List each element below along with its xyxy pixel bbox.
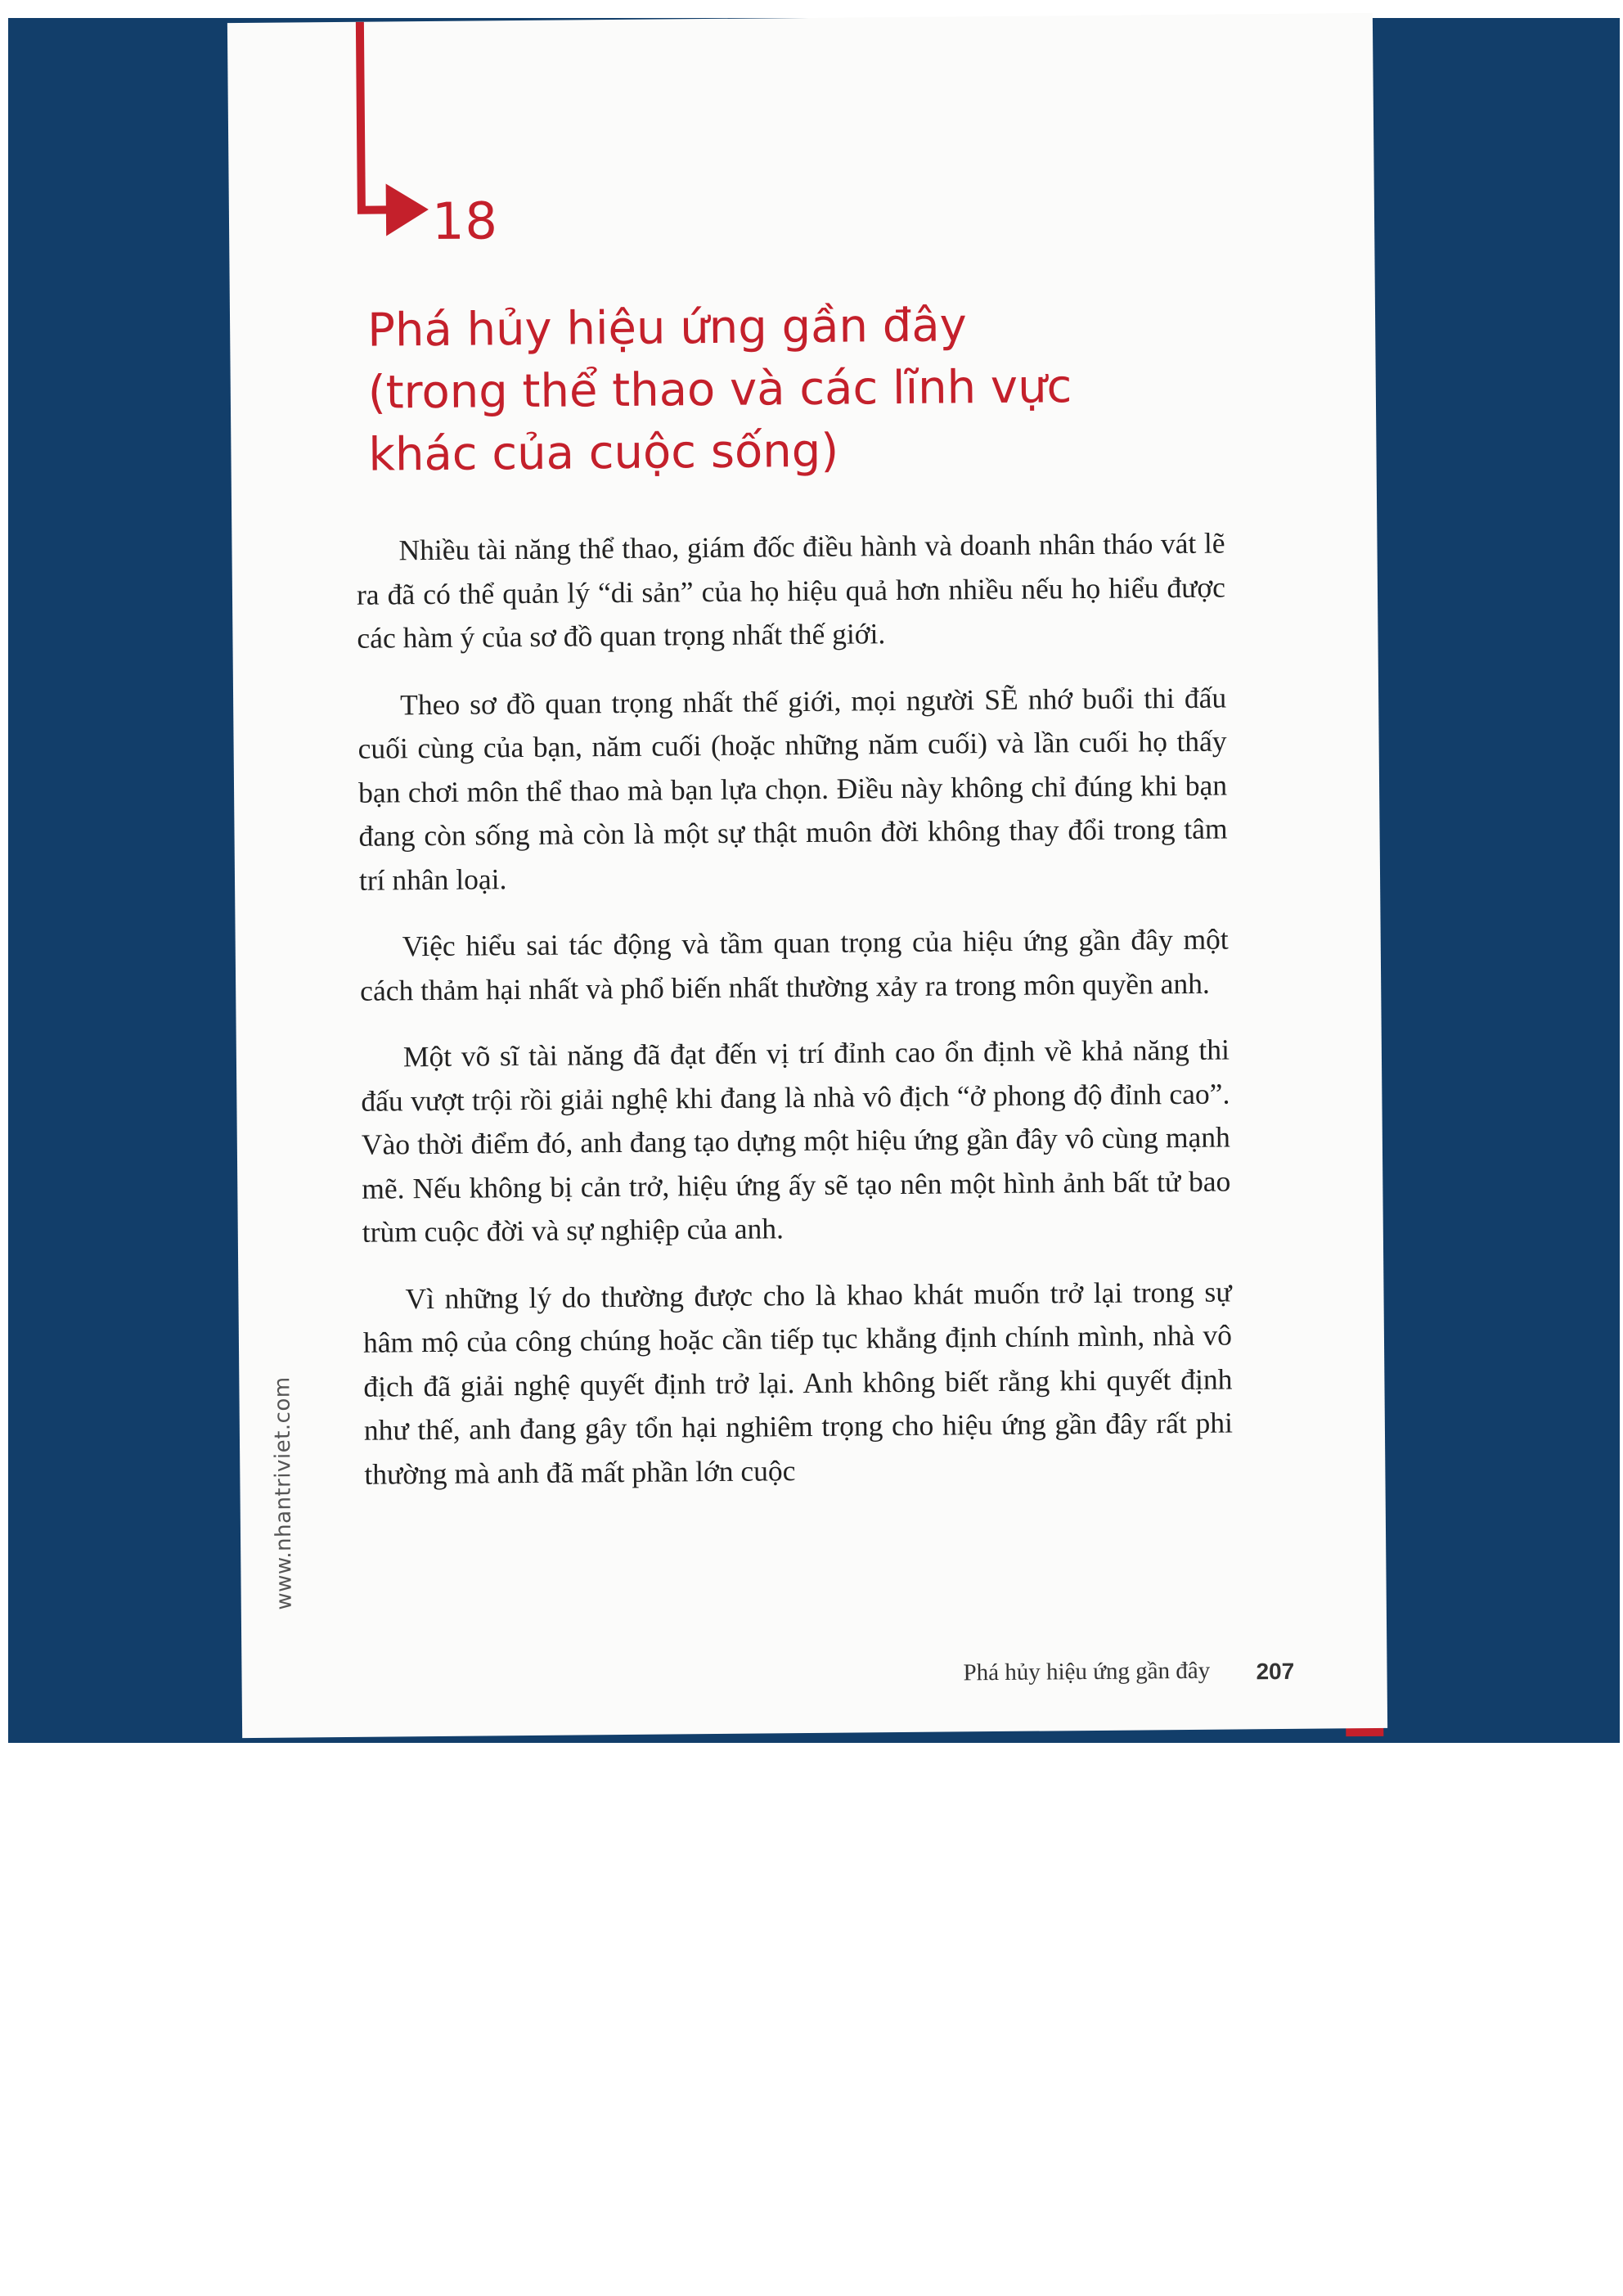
chapter-title — [367, 293, 1187, 487]
running-title: Phá hủy hiệu ứng gần đây — [963, 1657, 1211, 1686]
paragraph: Vì những lý do thường được cho là khao khát muốn trở lại trong sự hâm mộ của công chúng hoặc cần tiếp tục khẳng định chính mình, nhà vô địch đã giải nghệ quyết định trở lại. Anh không biết rằng khi quyết định như thế, anh đang gây tổn hại nghiêm trọng cho hiệu ứng gần đây rất phi thường mà anh đã mất phần lớn cuộc — [362, 1274, 1234, 1491]
chapter-title-line: khác của cuộc sống) — [368, 424, 839, 482]
paragraph: Nhiều tài năng thể thao, giám đốc điều hành và doanh nhân tháo vát lẽ ra đã có thể quản lý “di sản” của họ hiệu quả hơn nhiều nếu họ hiểu được các hàm ý của sơ đồ quan trọng nhất thế giới. — [356, 526, 1226, 655]
publisher-url: www.nhantriviet.com — [270, 1376, 297, 1610]
chapter-number: 18 — [431, 191, 499, 251]
chapter-title-line: (trong thể thao và các lĩnh vực — [367, 360, 1072, 420]
page-number: 207 — [1256, 1658, 1295, 1685]
book-page — [227, 13, 1387, 1738]
paragraph: Một võ sĩ tài năng đã đạt đến vị trí đỉnh cao ổn định về khả năng thi đấu vượt trội rồi giải nghệ khi đang là nhà vô địch “ở phong độ đỉnh cao”. Vào thời điểm đó, anh đang tạo dựng một hiệu ứng gần đây vô cùng mạnh mẽ. Nếu không bị cản trở, hiệu ứng ấy sẽ tạo nên một hình ảnh bất tử bao trùm cuộc đời và sự nghiệp của anh. — [361, 1033, 1231, 1249]
paragraph: Việc hiểu sai tác động và tầm quan trọng của hiệu ứng gần đây một cách thảm hại nhất và phổ biến nhất thường xảy ra trong môn quyền anh. — [360, 922, 1229, 1007]
paragraph: Theo sơ đồ quan trọng nhất thế giới, mọi người SẼ nhớ buổi thi đấu cuối cùng của bạn, năm cuối (hoặc những năm cuối) và lần cuối họ thấy bạn chơi môn thể thao mà bạn lựa chọn. Điều này không chỉ đúng khi bạn đang còn sống mà còn là một sự thật muôn đời không thay đổi trong tâm trí nhân loại. — [357, 681, 1228, 897]
chapter-title-line: Phá hủy hiệu ứng gần đây — [366, 299, 968, 358]
body-text — [356, 522, 1234, 1519]
